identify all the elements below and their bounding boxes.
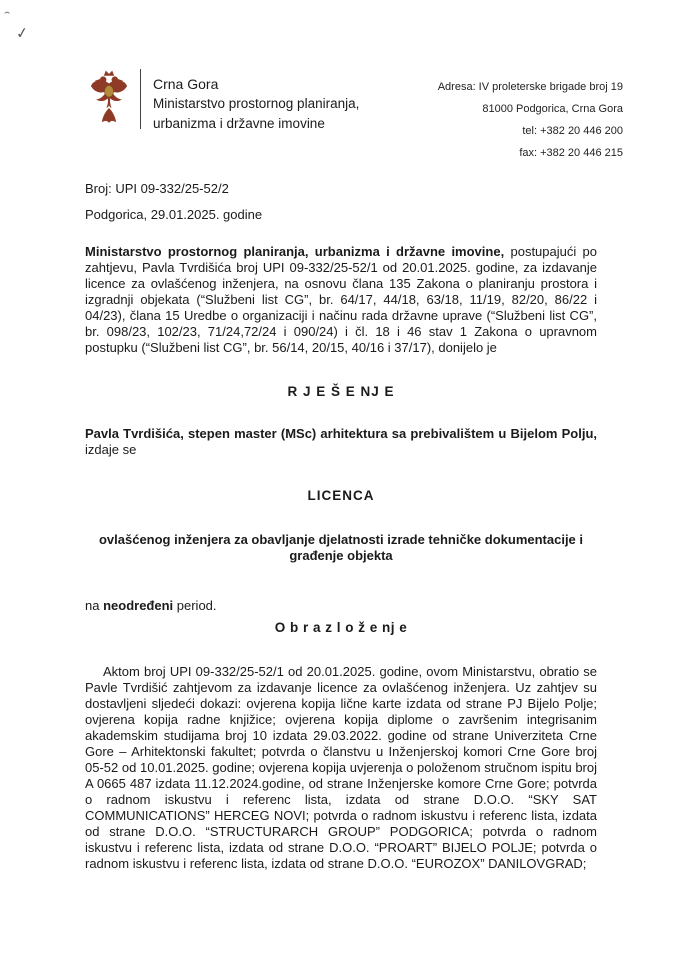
decision-heading: R J E Š E NJ E [287, 384, 395, 399]
license-heading: LICENCA [307, 488, 375, 503]
fax-line: fax: +382 20 446 215 [519, 147, 623, 159]
org-ministry-line2: urbanizma i državne imovine [153, 116, 325, 131]
address-line-1: Adresa: IV proleterske brigade broj 19 [437, 81, 623, 93]
explanation-heading: O b r a z l o ž e nj e [274, 620, 408, 635]
handwritten-pen-mark: ✓ [14, 24, 30, 43]
intro-paragraph: Ministarstvo prostornog planiranja, urbanizma i državne imovine, postupajući po zahtjevu, Pavla Tvrdišića broj UPI 09-332/25-52/1 od 20.01.2025. godine, za izdavanje licence za ovlašćenog inženjera, na osnovu člana 135 Zakona o planiranju prostora i izgradnji objekata (“Službeni list CG”, br. 64/17, 44/18, 63/18, 11/19, 82/20, 86/22 i 04/23), člana 15 Uredbe o organizaciji i načinu rada državne uprave (“Službeni list CG”, br. 098/23, 102/23, 71/24,72/24 i 090/24) i čl. 18 i 46 stav 1 Zakona o upravnom postupku (“Službeni list CG”, br. 56/14, 20/15, 40/16 i 37/17), donijelo je [85, 244, 598, 355]
document-number: Broj: UPI 09-332/25-52/2 [85, 181, 229, 196]
contact-block [438, 68, 623, 164]
letterhead [88, 68, 623, 164]
subject-paragraph: Pavla Tvrdišića, stepen master (MSc) arhitektura sa prebivalištem u Bijelom Polju, izdaje se [85, 426, 597, 457]
org-country: Crna Gora [153, 76, 219, 92]
coat-of-arms-icon [88, 68, 130, 130]
explanation-paragraph: Aktom broj UPI 09-332/25-52/1 od 20.01.2025. godine, ovom Ministarstvu, obratio se Pavle Tvrdišić zahtjevom za izdavanje licence za ovlašćenog inženjera. Uz zahtjev su dostavljeni sljedeći dokazi: ovjerena kopija lične karte izdata od strane PJ Bijelo Polje; ovjerena kopija radne knjižice; ovjerena kopija diplome o završenim integrisanim akademskim studijama broj 10 izdata 29.03.2022. godine od strane Univerziteta Crne Gore – Arhitektonski fakultet; potvrda o članstvu u Inženjerskoj komori Crne Gore broj 05-52 od 10.01.2025. godine; ovjerena kopija uvjerenja o položenom stručnom ispitu broj A 0665 487 izdata 11.12.2024.godine, od strane Inženjerske komore Crne Gore; potvrda o radnom iskustvu i referenc lista, izdata od strane D.O.O. “SKY SAT COMMUNICATIONS” HERCEG NOVI; potvrda o radnom iskustvu i referenc lista, izdata od strane D.O.O. “STRUCTURARCH GROUP” PODGORICA; potvrda o radnom iskustvu i referenc lista, izdata od strane D.O.O. “PROART” BIJELO POLJE; potvrda o radnom iskustvu i referenc lista, izdata od strane D.O.O. “EUROZOX” DANILOVGRAD; [85, 664, 597, 871]
license-subheading: ovlašćenog inženjera za obavljanje djelatnosti izrade tehničke dokumentacije i građenje objekta [98, 532, 584, 563]
address-line-2: 81000 Podgorica, Crna Gora [482, 103, 623, 115]
validity-period-line: na neodređeni period. [85, 598, 217, 613]
document-meta [85, 176, 262, 228]
org-identity-block [88, 68, 359, 134]
phone-line: tel: +382 20 446 200 [522, 125, 623, 137]
scan-artifact-caret-mark: ˆ [4, 9, 10, 24]
org-text-block [153, 68, 359, 134]
place-and-date: Podgorica, 29.01.2025. godine [85, 207, 263, 222]
org-ministry-line1: Ministarstvo prostornog planiranja, [153, 96, 360, 111]
document-body [85, 244, 597, 872]
letterhead-divider [140, 69, 141, 129]
